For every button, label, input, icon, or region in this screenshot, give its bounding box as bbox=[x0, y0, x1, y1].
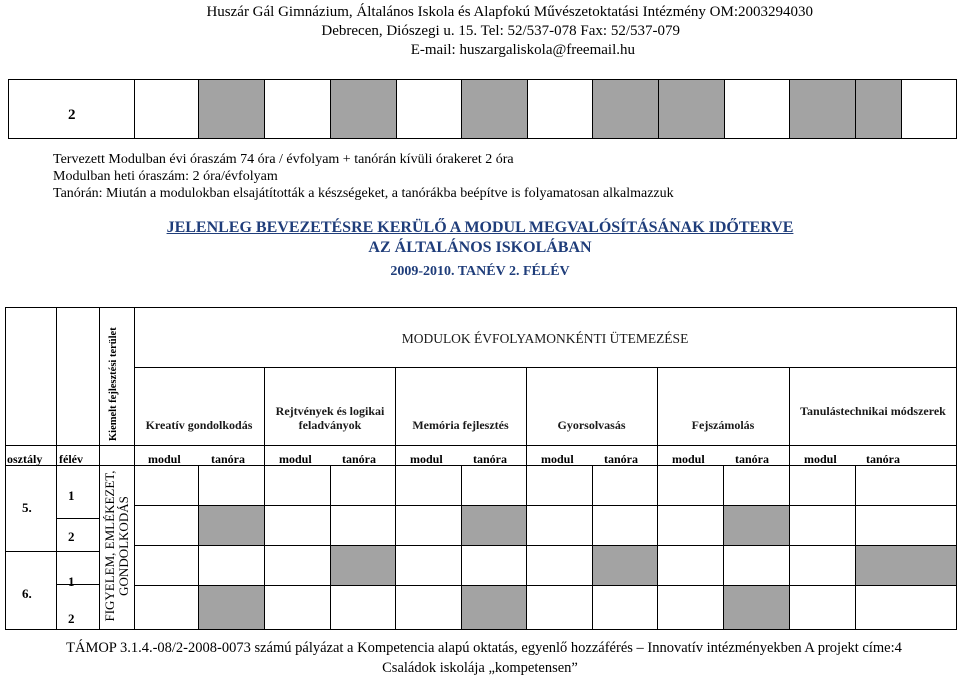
module-header-2: Rejtvények és logikai feladványok bbox=[275, 404, 385, 432]
school-year: 2009-2010. TANÉV 2. FÉLÉV bbox=[390, 264, 570, 279]
sub-tanora-6: tanóra bbox=[866, 452, 900, 466]
sub-tanora-4: tanóra bbox=[604, 452, 638, 466]
school-name: Huszár Gál Gimnázium, Általános Iskola és Alapfokú Művészetoktatási Intézmény OM:2003294030 bbox=[206, 4, 813, 20]
school-email: E-mail: huszargaliskola@freemail.hu bbox=[410, 42, 635, 58]
module-header-4: Gyorsolvasás bbox=[557, 418, 626, 432]
row-felev-4: 2 bbox=[68, 611, 75, 626]
development-area-text: FIGYELEM, EMLÉKEZET, GONDOLKODÁS bbox=[102, 470, 131, 622]
sub-modul-2: modul bbox=[279, 452, 312, 466]
title-underlined: JELENLEG BEVEZETÉSRE KERÜLŐ bbox=[166, 219, 447, 236]
top-table-label: 2 bbox=[68, 107, 76, 123]
development-area-header: Kiemelt fejlesztési terület bbox=[108, 327, 119, 441]
row-felev-3: 1 bbox=[68, 574, 75, 589]
sub-modul-3: modul bbox=[410, 452, 443, 466]
title-rest: A MODUL MEGVALÓSÍTÁSÁNAK IDŐTERVE bbox=[446, 219, 794, 236]
module-header-6: Tanulástechnikai módszerek bbox=[800, 404, 946, 418]
sub-tanora-5: tanóra bbox=[735, 452, 769, 466]
row-osztaly-5: 5. bbox=[22, 500, 32, 515]
sub-tanora-1: tanóra bbox=[211, 452, 245, 466]
module-header-1: Kreatív gondolkodás bbox=[145, 418, 253, 432]
row-felev-2: 2 bbox=[68, 529, 75, 544]
col-osztaly: osztály bbox=[7, 452, 43, 466]
footer-project-title: Családok iskolája „kompetensen” bbox=[382, 660, 578, 676]
modules-header: MODULOK ÉVFOLYAMONKÉNTI ÜTEMEZÉSE bbox=[401, 331, 689, 346]
sub-modul-6: modul bbox=[804, 452, 837, 466]
footer-project-line: TÁMOP 3.1.4.-08/2-2008-0073 számú pályázat a Kompetencia alapú oktatás, egyenlő hozzáférés – Innovatív intézményekben A projekt címe:4 bbox=[66, 640, 902, 656]
sub-tanora-3: tanóra bbox=[473, 452, 507, 466]
sub-modul-4: modul bbox=[541, 452, 574, 466]
sub-modul-5: modul bbox=[672, 452, 705, 466]
module-header-3: Memória fejlesztés bbox=[412, 418, 509, 432]
schedule-subtitle: AZ ÁLTALÁNOS ISKOLÁBAN bbox=[368, 239, 592, 256]
col-felev: félév bbox=[59, 452, 83, 466]
info-line-3: Tanórán: Miután a modulokban elsajátították a készségeket, a tanórákba beépítve is folyamatosan alkalmazzuk bbox=[53, 186, 674, 201]
info-line-1: Tervezett Modulban évi óraszám 74 óra / évfolyam + tanórán kívüli órakeret 2 óra bbox=[53, 152, 514, 167]
row-osztaly-6: 6. bbox=[22, 586, 32, 601]
school-address: Debrecen, Diószegi u. 15. Tel: 52/537-078 Fax: 52/537-079 bbox=[321, 23, 680, 39]
row-felev-1: 1 bbox=[68, 488, 75, 503]
sub-tanora-2: tanóra bbox=[342, 452, 376, 466]
module-header-5: Fejszámolás bbox=[691, 418, 755, 432]
info-line-2: Modulban heti óraszám: 2 óra/évfolyam bbox=[53, 169, 278, 184]
sub-modul-1: modul bbox=[148, 452, 181, 466]
